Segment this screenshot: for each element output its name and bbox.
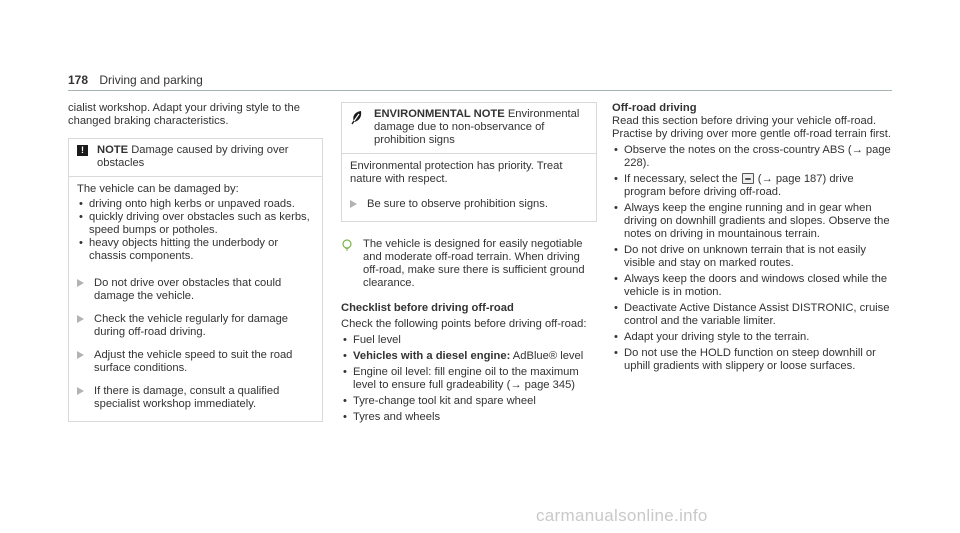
item-text: Tyre-change tool kit and spare wheel [353, 395, 536, 407]
list-item: • Adapt your driving style to the terrain. [612, 331, 894, 344]
offroad-intro: Read this section before driving your vehicle off-road. Practise by driving over more gentle off-road terrain first. [612, 115, 891, 140]
item-text: Tyres and wheels [353, 411, 441, 423]
note-label: NOTE [97, 144, 129, 156]
tip-text: The vehicle is designed for easily negotiable and moderate off-road terrain. When driving off-road, make sure there is sufficient ground clearance. [363, 238, 585, 289]
item-bold: Vehicles with a diesel engine: [353, 350, 511, 362]
tip-note [341, 238, 597, 290]
checklist-heading: Checklist before driving off-road [341, 302, 514, 314]
column-3 [612, 102, 894, 373]
step-text: Check the vehicle regularly for damage during off-road driving. [94, 313, 289, 338]
list-item: • Deactivate Active Distance Assist DISTRONIC, cruise control and the variable limiter. [612, 302, 894, 328]
offroad-heading: Off-road driving [612, 102, 697, 114]
environmental-note-box [341, 102, 597, 222]
column-1 [68, 102, 323, 422]
item-text-pre: If necessary, select the [624, 173, 741, 185]
section-title: Driving and parking [99, 73, 203, 87]
list-item: • Do not drive on unknown terrain that is not easily visible and stay on marked routes. [612, 244, 894, 270]
page-number: 178 [68, 73, 89, 87]
step-text: Do not drive over obstacles that could damage the vehicle. [94, 277, 282, 302]
instruction-step [77, 313, 314, 339]
step-arrow-icon [77, 387, 84, 395]
step-text: Be sure to observe prohibition signs. [367, 198, 548, 210]
step-text: If there is damage, consult a qualified specialist workshop immediately. [94, 385, 280, 410]
checklist-lead: Check the following points before driving off-road: [341, 318, 587, 330]
env-title: Environmental damage due to non-observance of prohibition signs [374, 108, 580, 146]
offroad-program-icon [742, 173, 754, 184]
environment-leaf-icon [350, 109, 364, 125]
list-item: • Do not use the HOLD function on steep downhill or uphill gradients with slippery or loose surfaces. [612, 347, 894, 373]
list-item: • driving onto high kerbs or unpaved roads. [77, 198, 314, 211]
item-text-post: (→ page 187) drive program before driving off-road. [624, 173, 854, 198]
list-item: • Observe the notes on the cross-country ABS (→ page 228). [612, 144, 894, 170]
env-box-header [342, 103, 596, 154]
note-box [68, 138, 323, 422]
tip-info-icon [341, 239, 353, 251]
step-arrow-icon [77, 315, 84, 323]
page-header [68, 73, 203, 87]
list-item: • Always keep the doors and windows closed while the vehicle is in motion. [612, 273, 894, 299]
checklist-list [341, 334, 597, 424]
list-item [341, 350, 597, 363]
instruction-step [77, 349, 314, 375]
step-arrow-icon [350, 200, 357, 208]
column-2 [341, 102, 597, 424]
offroad-bullet-list [612, 144, 894, 373]
list-item [341, 411, 597, 424]
exclamation-icon: ! [77, 145, 88, 156]
instruction-step [77, 277, 314, 303]
note-bullet-list [77, 198, 314, 263]
instruction-step [350, 198, 588, 211]
note-title: Damage caused by driving over obstacles [97, 144, 289, 169]
watermark: carmanualsonline.info [536, 506, 708, 525]
env-body: Environmental protection has priority. Treat nature with respect. [350, 160, 563, 185]
list-item: • Always keep the engine running and in gear when driving on downhill gradients and slopes. Observe the notes on driving in mountainous terrain. [612, 202, 894, 241]
item-text: Engine oil level: fill engine oil to the maximum level to ensure full gradeability (→ page 345) [353, 366, 579, 391]
item-text: Fuel level [353, 334, 401, 346]
instruction-step [77, 385, 314, 411]
step-text: Adjust the vehicle speed to suit the road surface conditions. [94, 349, 293, 374]
list-item [612, 173, 894, 199]
note-box-header [69, 139, 322, 177]
header-rule [68, 90, 892, 91]
step-arrow-icon [77, 351, 84, 359]
note-box-body [69, 177, 322, 421]
env-label: ENVIRONMENTAL NOTE [374, 108, 505, 120]
intro-text: cialist workshop. Adapt your driving style to the changed braking characteristics. [68, 102, 300, 127]
env-box-body [342, 154, 596, 221]
list-item [341, 395, 597, 408]
list-item [341, 334, 597, 347]
note-lead: The vehicle can be damaged by: [77, 183, 239, 195]
list-item [341, 366, 597, 392]
step-arrow-icon [77, 279, 84, 287]
list-item: • quickly driving over obstacles such as kerbs, speed bumps or potholes. [77, 211, 314, 237]
item-text: AdBlue® level [510, 350, 584, 362]
list-item: • heavy objects hitting the underbody or chassis components. [77, 237, 314, 263]
